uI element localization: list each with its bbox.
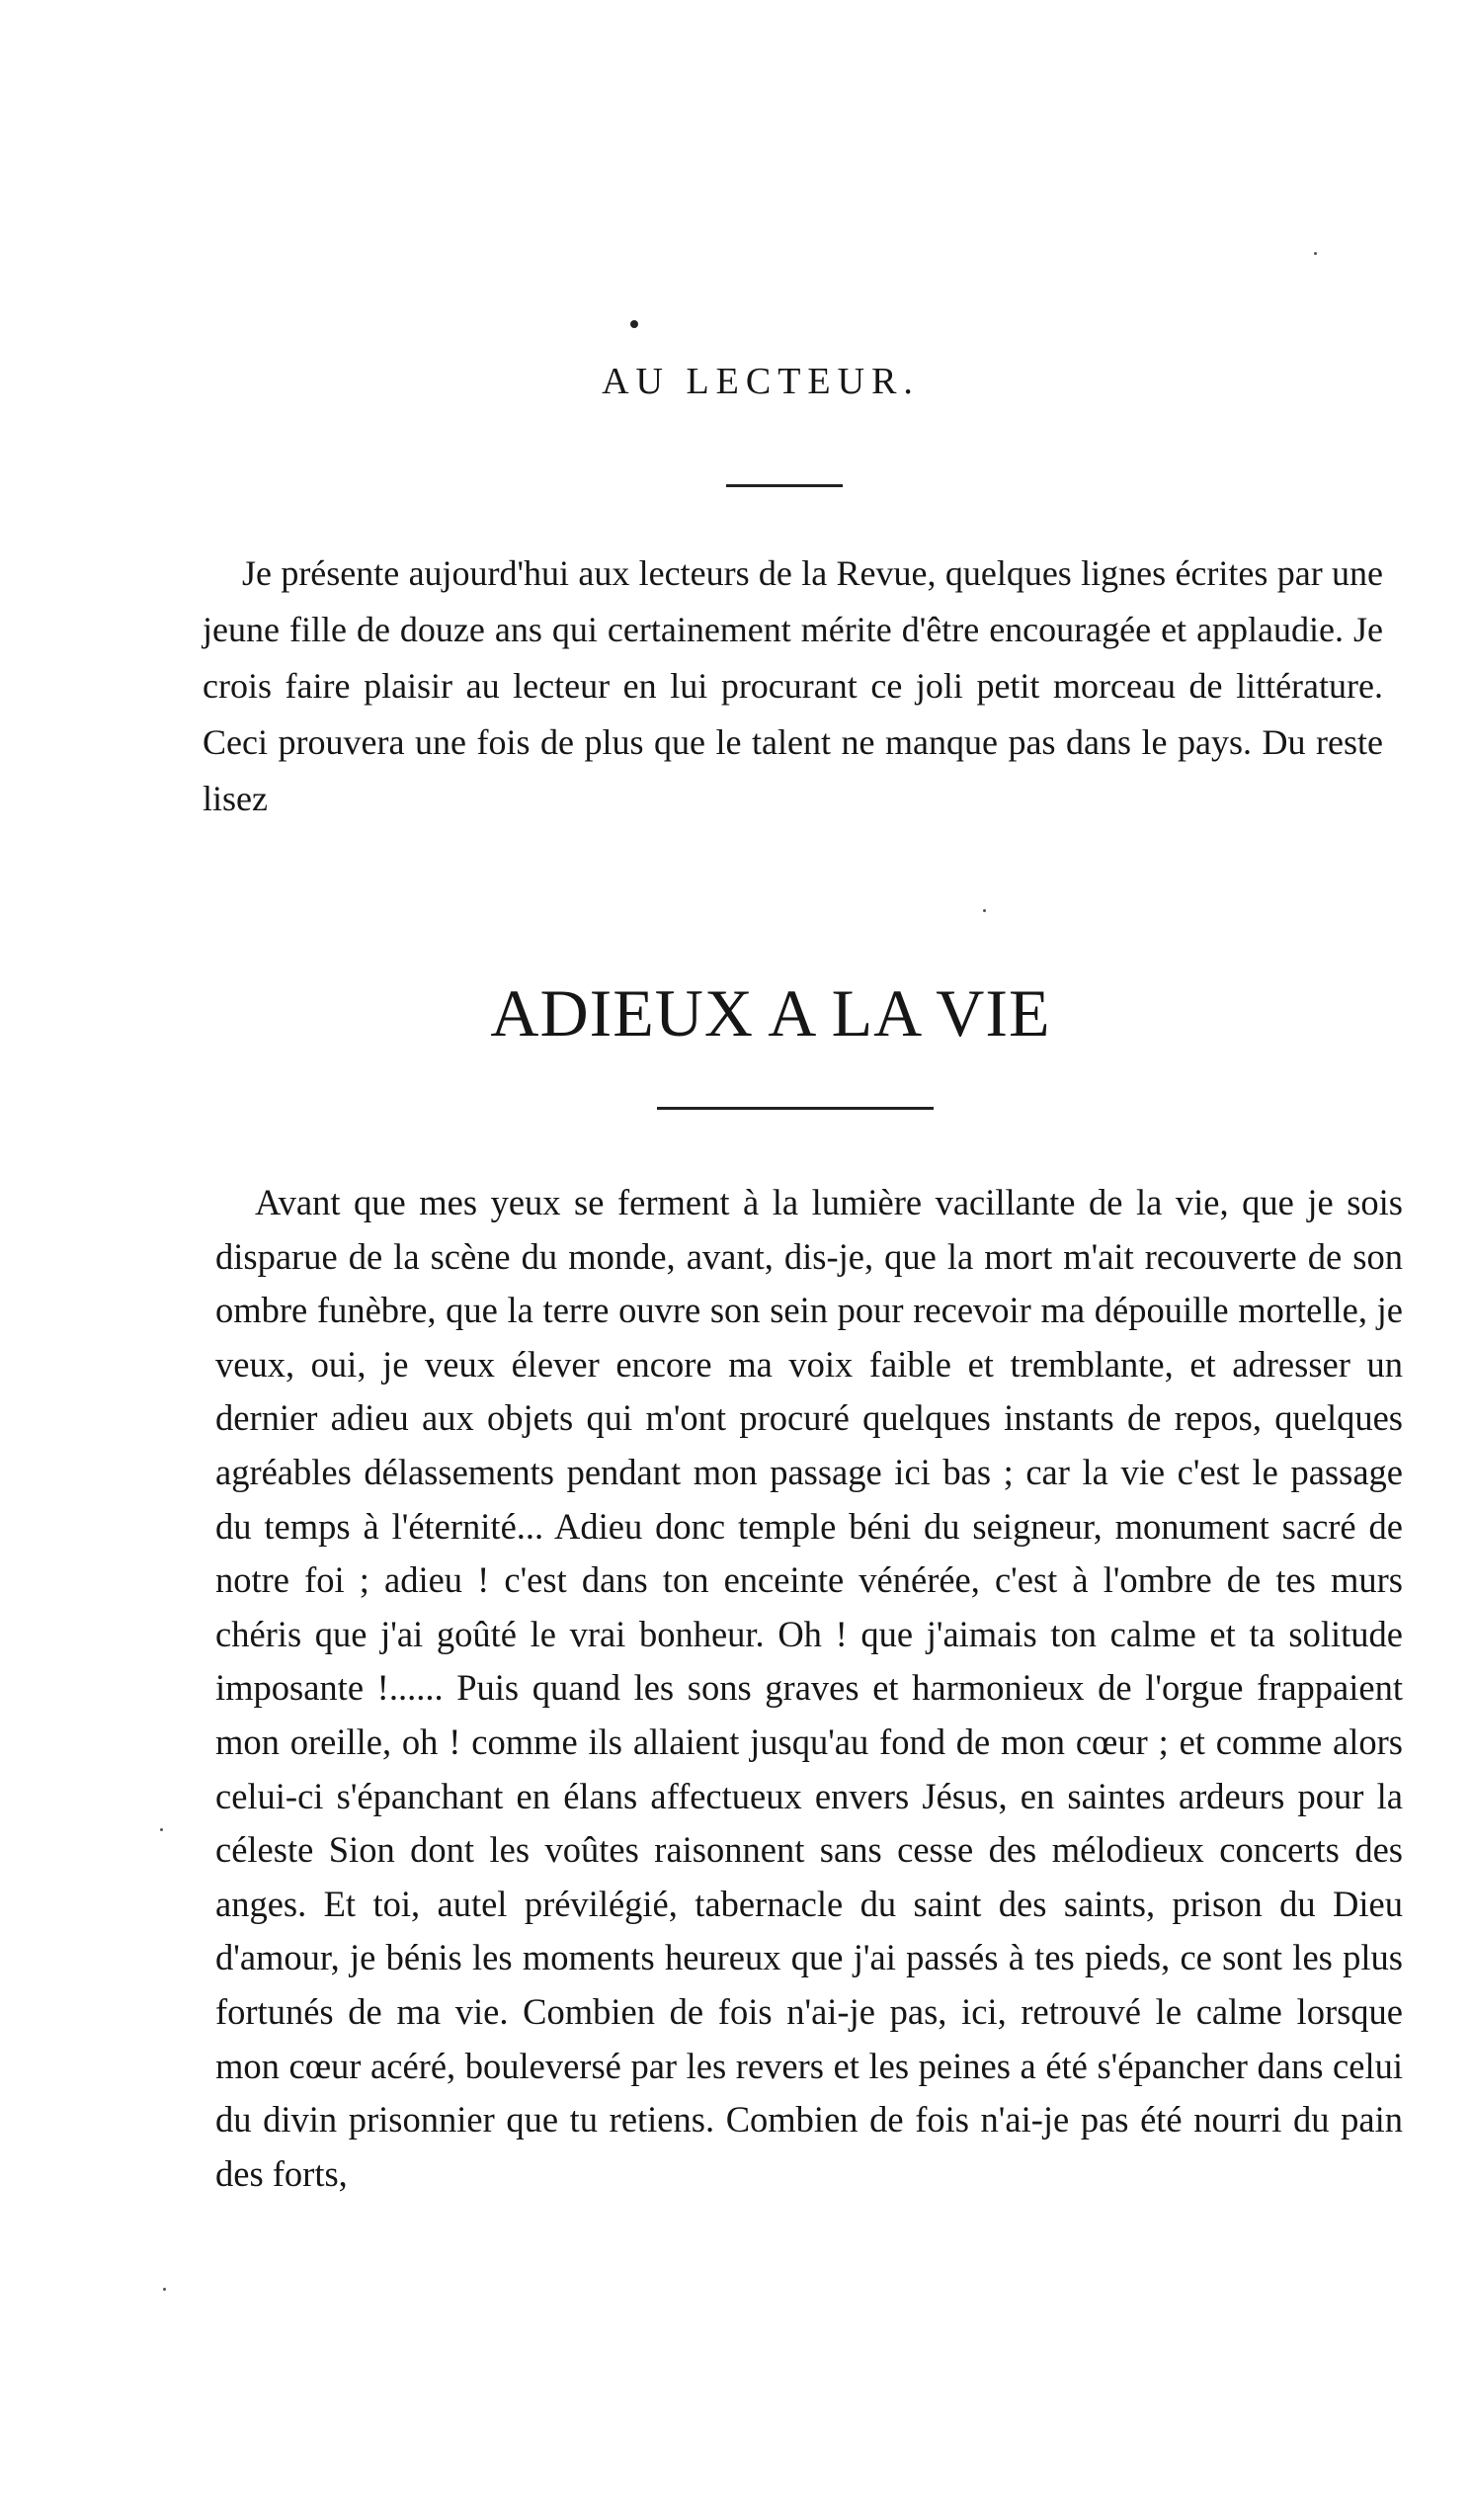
- paper-speck: [1314, 252, 1317, 255]
- section-divider: [726, 484, 843, 487]
- article-title: ADIEUX A LA VIE: [490, 975, 1051, 1050]
- article-paragraph: Avant que mes yeux se ferment à la lumière vacillante de la vie, que je sois disparue de la scène du monde, avant, dis-je, que la mort m'ait recouverte de son ombre funèbre, que la terre ouvre son sein pour recevoir ma dépouille mortelle, je veux, oui, je veux élever encore ma voix faible et tremblante, et adresser un dernier adieu aux objets qui m'ont procuré quelques instants de repos, quelques agréables délassements pendant mon passage ici bas ; car la vie c'est le passage du temps à l'éternité... Adieu donc temple béni du seigneur, monument sacré de notre foi ; adieu ! c'est dans ton enceinte vénérée, c'est à l'ombre de tes murs chéris que j'ai goûté le vrai bonheur. Oh ! que j'aimais ton calme et ta solitude imposante !...... Puis quand les sons graves et harmonieux de l'orgue frappaient mon oreille, oh ! comme ils allaient jusqu'au fond de mon cœur ; et comme alors celui-ci s'épanchant en élans affectueux envers Jésus, en saintes ardeurs pour la céleste Sion dont les voûtes raisonnent sans cesse des mélodieux concerts des anges. Et toi, autel prévilégié, tabernacle du saint des saints, prison du Dieu d'amour, je bénis les moments heureux que j'ai passés à tes pieds, ce sont les plus fortunés de ma vie. Combien de fois n'ai-je pas, ici, retrouvé le calme lorsque mon cœur acéré, bouleversé par les revers et les peines a été s'épancher dans celui du divin prisonnier que tu retiens. Combien de fois n'ai-je pas été nourri du pain des forts,: [215, 1182, 1403, 2194]
- paper-speck: [160, 1828, 163, 1831]
- section-title: AU LECTEUR.: [602, 361, 920, 402]
- intro-block: [203, 546, 1383, 827]
- intro-paragraph: Je présente aujourd'hui aux lecteurs de la Revue, quelques lignes écrites par une jeune fille de douze ans qui certainement mérite d'être encouragée et applaudie. Je crois faire plaisir au lecteur en lui procurant ce joli petit morceau de littérature. Ceci prouvera une fois de plus que le talent ne manque pas dans le pays. Du reste lisez: [203, 553, 1383, 818]
- article-body: [215, 1176, 1403, 2201]
- article-divider: [657, 1107, 934, 1110]
- printer-mark-dot: [630, 320, 638, 328]
- paper-speck: [163, 2288, 166, 2291]
- paper-speck: [983, 909, 986, 912]
